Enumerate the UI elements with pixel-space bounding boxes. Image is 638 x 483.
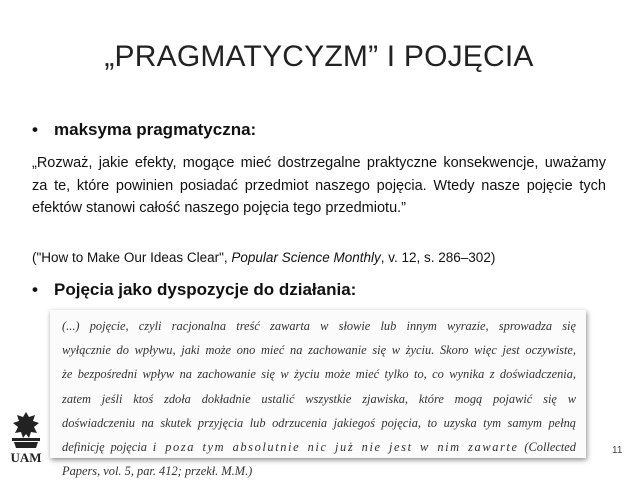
citation-suffix: , v. 12, s. 286–302): [380, 250, 496, 265]
scan-line: że bezpośredni wpływ na zachowanie się w życiu może mieć tylko to, co wynika z doświadczenia,: [62, 367, 576, 382]
scanned-text: [62, 314, 576, 483]
scan-line: Papers, vol. 5, par. 412; przekł. M.M.): [62, 464, 253, 479]
bullet-dot: •: [32, 280, 38, 299]
bullet-maksyma: [32, 120, 256, 140]
scan-fragment: definicję pojęcia: [62, 440, 153, 455]
scan-line: [62, 435, 576, 459]
page-number: 11: [612, 445, 623, 456]
uam-logo-icon: [6, 408, 46, 468]
citation-prefix: ("How to Make Our Ideas Clear",: [32, 250, 232, 265]
citation-journal: Popular Science Monthly: [231, 250, 381, 265]
bullet-dot: •: [32, 120, 38, 139]
bullet-label: maksyma pragmatyczna:: [54, 120, 257, 139]
scanned-text-excerpt: [50, 310, 586, 479]
scan-line: zatem jeśli ktoś zdoła dokładnie ustalić wszystkie zjawiska, które mogą pojawić się w: [62, 391, 576, 406]
bullet-label: Pojęcia jako dyspozycje do działania:: [54, 280, 357, 299]
scan-line: (...) pojęcie, czyli racjonalna treść zawarta w słowie lub innym wyrazie, sprowadza się: [62, 319, 576, 333]
logo-text: UAM: [10, 450, 42, 465]
scan-line: doświadczeniu na skutek przyjęcia lub odrzucenia jakiegoś pojęcia, to uzyska tym samym pełną: [62, 415, 576, 430]
scan-fragment-spaced: i poza tym absolutnie nic już nie jest w nim zawarte: [152, 440, 519, 455]
citation: [32, 250, 495, 265]
bullet-dyspozycje: [32, 280, 356, 300]
pragmatic-maxim-quote: „Rozważ, jakie efekty, mogące mieć dostrzegalne praktyczne konsekwencje, uważamy za te, które powinien posiadać przedmiot naszego pojęcia. Wtedy nasze pojęcie tych efektów stanowi całość naszego pojęcia tego przedmiotu.”: [32, 155, 606, 216]
slide-title: „PRAGMATYCYZM” I POJĘCIA: [104, 40, 534, 73]
scan-line: wyłącznie do wpływu, jaki może ono mieć na zachowanie się w życiu. Skoro więc jest oczywiste,: [62, 343, 576, 358]
scan-fragment: (Collected: [518, 440, 577, 455]
